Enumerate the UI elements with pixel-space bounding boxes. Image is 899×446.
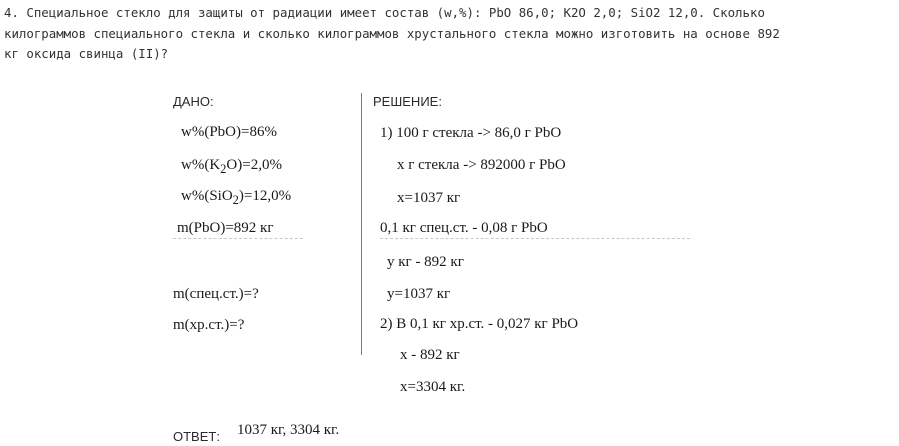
given-separator: [173, 238, 303, 239]
solution-separator: [380, 238, 690, 239]
problem-line-2: килограммов специального стекла и сколько килограммов хрустального стекла можно изготовить на основе 892: [4, 25, 780, 41]
answer-label: ОТВЕТ:: [173, 429, 220, 444]
given-item: w%(SiO$_2$)=12,0%: [181, 188, 292, 207]
solution-line: 2) В 0,1 кг хр.ст. - 0,027 кг PbO: [380, 316, 579, 332]
column-divider: [361, 93, 362, 355]
solution-line: 1) 100 г стекла -> 86,0 г PbO: [380, 125, 562, 141]
problem-line-1: 4. Специальное стекло для защиты от радиации имеет состав (w,%): PbO 86,0; K2O 2,0; SiO2 12,0. Сколько: [4, 5, 765, 20]
given-header: ДАНО:: [173, 94, 214, 109]
solution-line: y=1037 кг: [387, 286, 451, 302]
solution-line: x=1037 кг: [397, 190, 461, 206]
solution-line: x - 892 кг: [400, 347, 460, 363]
given-item: m(PbO)=892 кг: [177, 220, 274, 236]
given-item: m(хр.ст.)=?: [173, 317, 245, 333]
solution-line: x г стекла -> 892000 г PbO: [397, 157, 566, 173]
problem-statement: [4, 3, 894, 65]
given-item: $w\%(K_2O)=2,0\%$: [181, 157, 282, 176]
problem-line-3: кг оксида свинца (II)?: [4, 46, 169, 61]
solution-line: 0,1 кг спец.ст. - 0,08 г PbO: [380, 220, 548, 236]
solution-line: x=3304 кг.: [400, 379, 466, 395]
solution-header: РЕШЕНИЕ:: [373, 94, 442, 109]
given-item: w%(PbO)=86%: [181, 124, 277, 140]
given-item: m(спец.ст.)=?: [173, 286, 259, 302]
solution-line: y кг - 892 кг: [387, 254, 464, 270]
answer-value: 1037 кг, 3304 кг.: [237, 422, 340, 438]
